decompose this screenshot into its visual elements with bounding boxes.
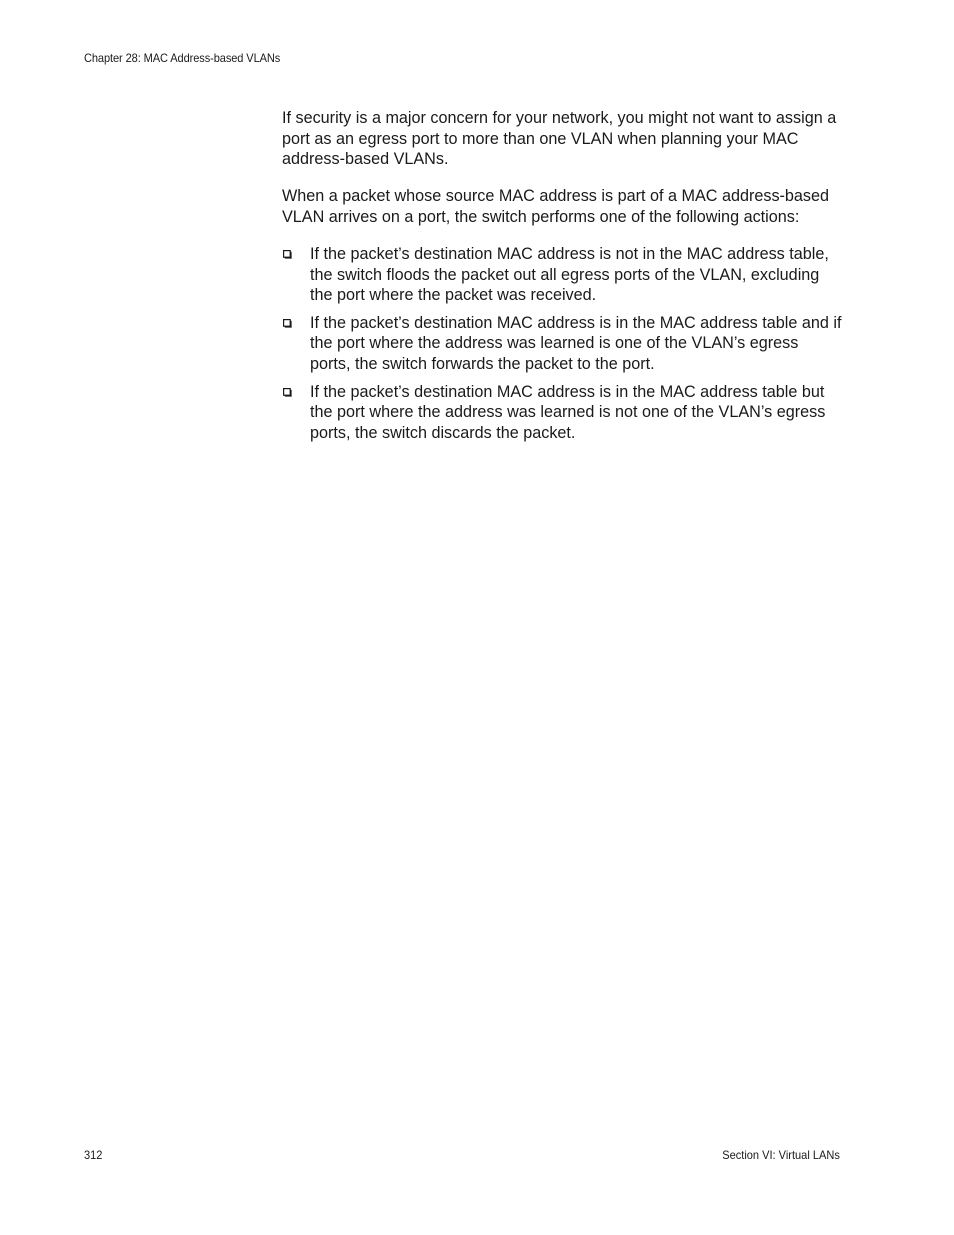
checkbox-bullet-icon xyxy=(283,388,292,397)
paragraph-packet-actions: When a packet whose source MAC address is part of a MAC address-based VLAN arrives on a port, the switch performs one of the following actions: xyxy=(282,187,830,226)
checkbox-bullet-icon xyxy=(283,319,292,328)
actions-list xyxy=(282,244,842,443)
list-item-text: If the packet’s destination MAC address is in the MAC address table and if the port where the address was learned is one of the VLAN’s egress ports, the switch forwards the packet to the port. xyxy=(310,313,842,373)
list-item xyxy=(282,313,842,375)
list-item xyxy=(282,244,842,306)
footer-section-title: Section VI: Virtual LANs xyxy=(722,1148,840,1162)
list-item-text: If the packet’s destination MAC address is in the MAC address table but the port where the address was learned is not one of the VLAN’s egress ports, the switch discards the packet. xyxy=(310,382,826,442)
running-header: Chapter 28: MAC Address-based VLANs xyxy=(84,51,281,65)
paragraph-security: If security is a major concern for your network, you might not want to assign a port as an egress port to more than one VLAN when planning your MAC address-based VLANs. xyxy=(282,109,837,169)
page-number: 312 xyxy=(84,1148,103,1162)
list-item xyxy=(282,382,842,444)
body-text xyxy=(282,108,842,450)
list-item-text: If the packet’s destination MAC address is not in the MAC address table, the switch floods the packet out all egress ports of the VLAN, excluding the port where the packet was received. xyxy=(310,244,829,305)
checkbox-bullet-icon xyxy=(283,250,292,259)
